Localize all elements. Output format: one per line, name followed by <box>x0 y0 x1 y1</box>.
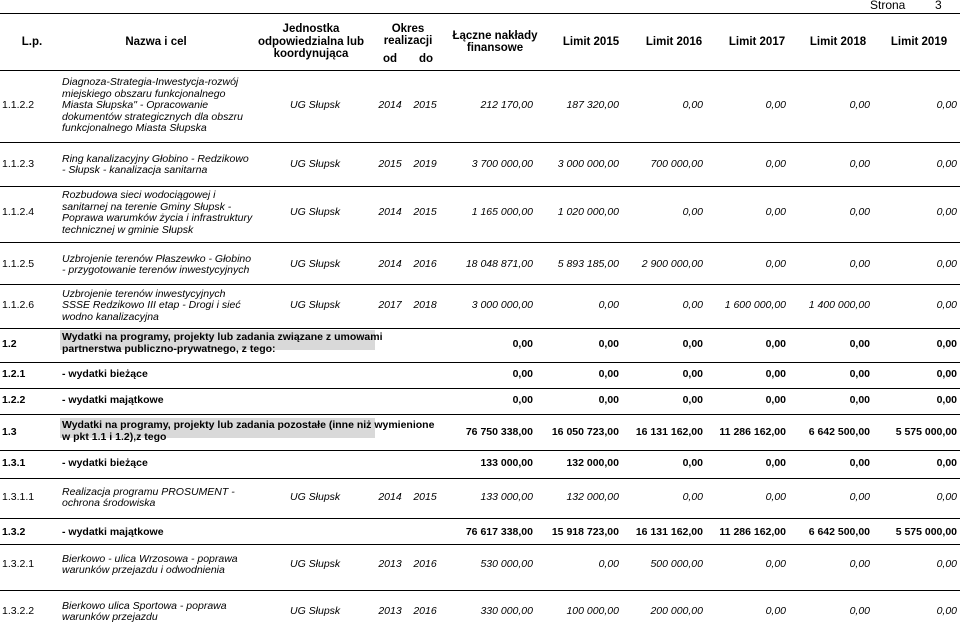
row-separator <box>0 388 960 389</box>
row-limit-2018: 6 642 500,00 <box>808 426 870 439</box>
row-limit-2018: 0,00 <box>849 338 870 351</box>
row-to: 2016 <box>413 258 437 271</box>
table-row <box>0 330 960 360</box>
row-limit-2019: 0,00 <box>936 558 957 571</box>
col-header-lp: L.p. <box>21 35 43 48</box>
header-bottom-rule <box>0 70 960 71</box>
row-separator <box>0 284 960 285</box>
row-totalimit-: 530 000,00 <box>480 558 533 571</box>
row-unit: UG Słupsk <box>290 258 341 271</box>
row-totalimit-: 330 000,00 <box>480 605 533 618</box>
row-totalimit-: 133 000,00 <box>480 457 533 470</box>
row-lp: 1.1.2.3 <box>2 158 35 171</box>
row-limit-2016: 0,00 <box>682 299 703 312</box>
row-unit: UG Słupsk <box>290 206 341 219</box>
col-header-limit-2018: Limit 2018 <box>809 35 867 48</box>
row-lp: 1.2 <box>2 338 17 351</box>
row-lp: 1.3.1.1 <box>2 491 35 504</box>
row-limit-2015: 132 000,00 <box>566 491 619 504</box>
table-row <box>0 146 960 184</box>
row-from: 2014 <box>378 258 402 271</box>
row-totalimit-: 76 617 338,00 <box>465 526 533 539</box>
row-limit-2017: 0,00 <box>765 457 786 470</box>
row-limit-2015: 15 918 723,00 <box>551 526 619 539</box>
row-separator <box>0 518 960 519</box>
row-from: 2014 <box>378 99 402 112</box>
row-separator <box>0 242 960 243</box>
row-limit-2019: 0,00 <box>936 394 957 407</box>
row-totalimit-: 1 165 000,00 <box>471 206 533 219</box>
row-unit: UG Słupsk <box>290 158 341 171</box>
row-limit-2017: 1 600 000,00 <box>724 299 786 312</box>
row-to: 2015 <box>413 99 437 112</box>
row-limit-2019: 0,00 <box>936 491 957 504</box>
page-number: 3 <box>935 0 942 12</box>
table-row <box>0 523 960 543</box>
row-separator <box>0 590 960 591</box>
col-header-name: Nazwa i cel <box>125 35 187 48</box>
row-lp: 1.1.2.5 <box>2 258 35 271</box>
row-limit-2016: 0,00 <box>682 368 703 381</box>
row-limit-2017: 0,00 <box>765 258 786 271</box>
row-separator <box>0 142 960 143</box>
row-limit-2016: 200 000,00 <box>650 605 703 618</box>
row-unit: UG Słupsk <box>290 299 341 312</box>
row-totalimit-: 133 000,00 <box>480 491 533 504</box>
row-totalimit-: 3 000 000,00 <box>471 299 533 312</box>
row-separator <box>0 450 960 451</box>
row-limit-2015: 0,00 <box>598 394 619 407</box>
row-limit-2018: 0,00 <box>849 605 870 618</box>
row-unit: UG Słupsk <box>290 605 341 618</box>
row-limit-2017: 0,00 <box>765 605 786 618</box>
row-separator <box>0 328 960 329</box>
row-limit-2017: 0,00 <box>765 338 786 351</box>
row-lp: 1.3.2.1 <box>2 558 35 571</box>
row-totalimit-: 76 750 338,00 <box>465 426 533 439</box>
row-from: 2014 <box>378 491 402 504</box>
row-totalimit-: 212 170,00 <box>480 99 533 112</box>
row-to: 2015 <box>413 206 437 219</box>
row-totalimit-: 0,00 <box>512 368 533 381</box>
row-lp: 1.2.1 <box>2 368 26 381</box>
page-header <box>0 0 960 14</box>
row-limit-2018: 0,00 <box>849 368 870 381</box>
table-row <box>0 366 960 384</box>
row-to: 2016 <box>413 605 437 618</box>
row-lp: 1.2.2 <box>2 394 26 407</box>
row-limit-2019: 0,00 <box>936 206 957 219</box>
row-limit-2018: 0,00 <box>849 457 870 470</box>
row-limit-2017: 0,00 <box>765 558 786 571</box>
row-limit-2019: 5 575 000,00 <box>895 526 957 539</box>
row-totalimit-: 0,00 <box>512 338 533 351</box>
row-limit-2016: 0,00 <box>682 206 703 219</box>
row-limit-2019: 0,00 <box>936 258 957 271</box>
row-limit-2018: 6 642 500,00 <box>808 526 870 539</box>
row-name: Bierkowo ulica Sportowa - poprawa warunków przejazdu <box>62 599 227 623</box>
row-limit-2019: 0,00 <box>936 158 957 171</box>
row-name: - wydatki bieżące <box>62 368 148 381</box>
row-limit-2018: 0,00 <box>849 394 870 407</box>
row-limit-2017: 0,00 <box>765 394 786 407</box>
col-header-total: Łączne nakłady finansowe <box>452 29 538 54</box>
row-limit-2015: 16 050 723,00 <box>551 426 619 439</box>
row-limit-2016: 0,00 <box>682 491 703 504</box>
row-separator <box>0 362 960 363</box>
row-name: - wydatki majątkowe <box>62 394 164 407</box>
row-limit-2016: 16 131 162,00 <box>635 426 703 439</box>
row-from: 2013 <box>378 605 402 618</box>
row-name: Bierkowo - ulica Wrzosowa - poprawa warunków przejazdu i odwodnienia <box>62 552 238 576</box>
row-lp: 1.3.2.2 <box>2 605 35 618</box>
row-limit-2015: 0,00 <box>598 558 619 571</box>
row-unit: UG Słupsk <box>290 99 341 112</box>
row-limit-2019: 0,00 <box>936 368 957 381</box>
table-row <box>0 286 960 326</box>
row-limit-2017: 0,00 <box>765 368 786 381</box>
row-totalimit-: 18 048 871,00 <box>465 258 533 271</box>
row-lp: 1.3 <box>2 426 17 439</box>
row-to: 2019 <box>413 158 437 171</box>
row-limit-2015: 5 893 185,00 <box>557 258 619 271</box>
col-header-unit: Jednostka odpowiedzialna lub koordynująca <box>257 23 365 61</box>
row-limit-2015: 3 000 000,00 <box>557 158 619 171</box>
table-row <box>0 596 960 628</box>
row-limit-2017: 0,00 <box>765 206 786 219</box>
row-limit-2015: 100 000,00 <box>566 605 619 618</box>
row-limit-2018: 0,00 <box>849 558 870 571</box>
row-separator <box>0 186 960 187</box>
row-lp: 1.1.2.6 <box>2 299 35 312</box>
table-row <box>0 454 960 474</box>
row-separator <box>0 478 960 479</box>
row-limit-2018: 0,00 <box>849 206 870 219</box>
col-header-to: do <box>418 52 434 65</box>
row-lp: 1.1.2.4 <box>2 206 35 219</box>
row-from: 2015 <box>378 158 402 171</box>
row-to: 2016 <box>413 558 437 571</box>
row-limit-2019: 0,00 <box>936 605 957 618</box>
row-totalimit-: 0,00 <box>512 394 533 407</box>
table-row <box>0 484 960 512</box>
col-header-period <box>370 20 446 50</box>
row-limit-2015: 1 020 000,00 <box>557 206 619 219</box>
row-to: 2015 <box>413 491 437 504</box>
row-limit-2017: 0,00 <box>765 158 786 171</box>
row-limit-2018: 1 400 000,00 <box>808 299 870 312</box>
row-name: Uzbrojenie terenów inwestycyjnych SSSE Redzikowo III etap - Drogi i sieć wodno kanalizacyjna <box>62 287 241 323</box>
row-limit-2016: 16 131 162,00 <box>635 526 703 539</box>
row-name: - wydatki bieżące <box>62 457 148 470</box>
row-unit: UG Słupsk <box>290 491 341 504</box>
row-limit-2015: 0,00 <box>598 299 619 312</box>
row-to: 2018 <box>413 299 437 312</box>
row-limit-2016: 0,00 <box>682 394 703 407</box>
row-limit-2018: 0,00 <box>849 258 870 271</box>
row-limit-2017: 11 286 162,00 <box>719 426 786 439</box>
row-lp: 1.3.2 <box>2 526 26 539</box>
row-limit-2016: 0,00 <box>682 99 703 112</box>
row-limit-2018: 0,00 <box>849 491 870 504</box>
row-name: Wydatki na programy, projekty lub zadania pozostałe (inne niż wymienione w pkt 1.1 i 1.2),z tego <box>62 419 435 443</box>
table-row <box>0 418 960 448</box>
row-from: 2014 <box>378 206 402 219</box>
row-limit-2016: 2 900 000,00 <box>641 258 703 271</box>
row-limit-2018: 0,00 <box>849 99 870 112</box>
row-limit-2017: 11 286 162,00 <box>719 526 786 539</box>
row-limit-2016: 0,00 <box>682 338 703 351</box>
row-separator <box>0 414 960 415</box>
row-from: 2017 <box>378 299 402 312</box>
table-row <box>0 186 960 240</box>
row-separator <box>0 544 960 545</box>
row-lp: 1.3.1 <box>2 457 26 470</box>
row-limit-2017: 0,00 <box>765 99 786 112</box>
row-name: - wydatki majątkowe <box>62 526 164 539</box>
row-name: Realizacja programu PROSUMENT - ochrona środowiska <box>62 485 235 509</box>
col-header-period-text: Okres realizacji <box>383 22 433 47</box>
row-limit-2019: 0,00 <box>936 299 957 312</box>
row-name: Uzbrojenie terenów Płaszewko - Głobino - przygotowanie terenów inwestycyjnych <box>62 252 252 276</box>
row-name: Wydatki na programy, projekty lub zadania związane z umowami partnerstwa publiczno-prywatnego, z tego: <box>62 331 383 355</box>
table-row <box>0 72 960 140</box>
row-limit-2016: 700 000,00 <box>650 158 703 171</box>
row-limit-2016: 500 000,00 <box>650 558 703 571</box>
table-row <box>0 546 960 584</box>
row-totalimit-: 3 700 000,00 <box>471 158 533 171</box>
row-from: 2013 <box>378 558 402 571</box>
col-header-limit-2016: Limit 2016 <box>645 35 703 48</box>
row-name: Ring kanalizacyjny Głobino - Redzikowo - Słupsk - kanalizacja sanitarna <box>62 152 249 176</box>
col-header-limit-2017: Limit 2017 <box>728 35 786 48</box>
col-header-from: od <box>382 52 398 65</box>
table-row <box>0 248 960 282</box>
row-limit-2015: 187 320,00 <box>566 99 619 112</box>
row-limit-2016: 0,00 <box>682 457 703 470</box>
row-limit-2015: 0,00 <box>598 368 619 381</box>
row-name: Rozbudowa sieci wodociągowej i sanitarnej na terenie Gminy Słupsk - Poprawa warumków życia i infrastruktury technicznej w gminie Słupsk <box>62 189 253 236</box>
row-limit-2019: 5 575 000,00 <box>895 426 957 439</box>
col-header-limit-2019: Limit 2019 <box>890 35 948 48</box>
row-limit-2015: 132 000,00 <box>566 457 619 470</box>
row-lp: 1.1.2.2 <box>2 99 35 112</box>
row-limit-2019: 0,00 <box>936 338 957 351</box>
page-label: Strona <box>870 0 906 12</box>
row-name: Diagnoza-Strategia-Inwestycja-rozwój miejskiego obszaru funkcjonalnego Miasta Słupska" - Opracowanie dokumentów strategicznych dla obszru funkcjonalnego Miasta Słupska <box>62 76 243 135</box>
col-header-limit-2015: Limit 2015 <box>562 35 620 48</box>
row-limit-2017: 0,00 <box>765 491 786 504</box>
column-header <box>0 14 960 70</box>
table-row <box>0 392 960 410</box>
row-unit: UG Słupsk <box>290 558 341 571</box>
row-limit-2019: 0,00 <box>936 99 957 112</box>
row-limit-2015: 0,00 <box>598 338 619 351</box>
row-limit-2018: 0,00 <box>849 158 870 171</box>
row-limit-2019: 0,00 <box>936 457 957 470</box>
